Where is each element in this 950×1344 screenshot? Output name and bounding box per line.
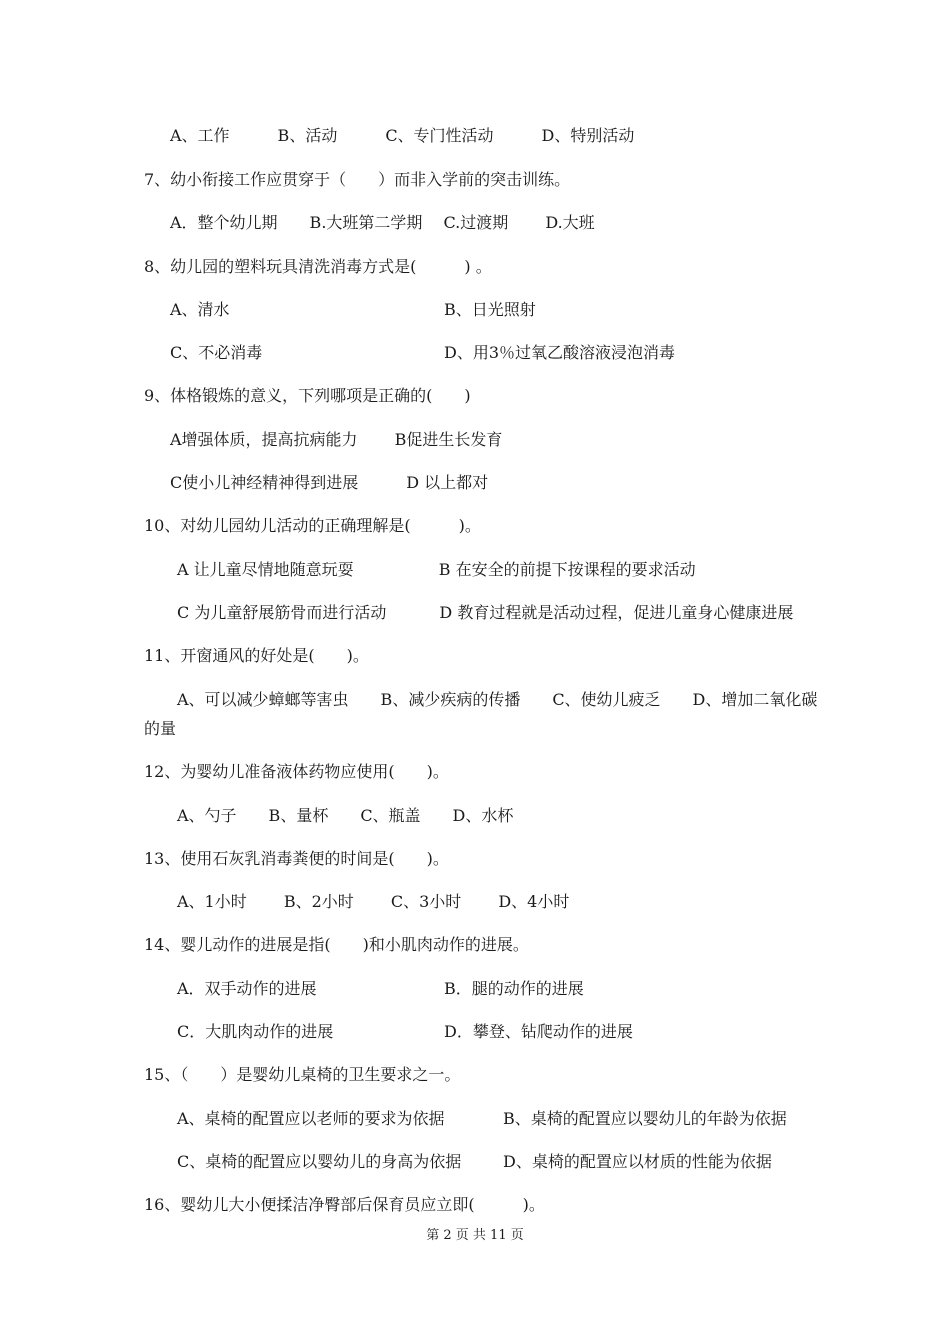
q8-option-c: C、不必消毒 [170, 343, 263, 362]
q9-question: 9、体格锻炼的意义，下列哪项是正确的( ) [144, 386, 471, 405]
q10-question: 10、对幼儿园幼儿活动的正确理解是( )。 [144, 516, 481, 535]
q16-question: 16、婴幼儿大小便揉洁净臀部后保育员应立即( )。 [144, 1195, 545, 1214]
q14-option-d: D．攀登、钻爬动作的进展 [444, 1022, 633, 1041]
q12-options: A、勺子 B、量杯 C、瓶盖 D、水杯 [177, 806, 514, 825]
q15-option-c: C、桌椅的配置应以婴幼儿的身高为依据 [177, 1152, 462, 1171]
q11-options: A、可以减少蟑螂等害虫 B、减少疾病的传播 C、使幼儿疲乏 D、增加二氧化碳 [177, 690, 818, 709]
q15-option-d: D、桌椅的配置应以材质的性能为依据 [503, 1152, 772, 1171]
q11-question: 11、开窗通风的好处是( )。 [144, 646, 369, 665]
q15-question: 15、（ ）是婴幼儿桌椅的卫生要求之一。 [144, 1065, 461, 1084]
q14-option-a: A．双手动作的进展 [177, 979, 317, 998]
q15-option-a: A、桌椅的配置应以老师的要求为依据 [177, 1109, 445, 1128]
q8-option-b: B、日光照射 [444, 300, 536, 319]
q8-question: 8、幼儿园的塑料玩具清洗消毒方式是( ) 。 [144, 257, 492, 276]
q7-question: 7、幼小衔接工作应贯穿于（ ）而非入学前的突击训练。 [144, 170, 571, 189]
q15-option-b: B、桌椅的配置应以婴幼儿的年龄为依据 [503, 1109, 787, 1128]
q9-options-cd: C使小儿神经精神得到进展 D 以上都对 [170, 473, 489, 492]
q8-option-d: D、用3％过氧乙酸溶液浸泡消毒 [444, 343, 676, 362]
q13-options: A、1小时 B、2小时 C、3小时 D、4小时 [177, 892, 570, 911]
q7-options: A．整个幼儿期 B.大班第二学期 C.过渡期 D.大班 [170, 213, 595, 232]
q14-question: 14、婴儿动作的进展是指( )和小肌肉动作的进展。 [144, 935, 529, 954]
q14-option-c: C．大肌肉动作的进展 [177, 1022, 334, 1041]
q13-question: 13、使用石灰乳消毒粪便的时间是( )。 [144, 849, 449, 868]
q10-options-cd: C 为儿童舒展筋骨而进行活动 D 教育过程就是活动过程，促进儿童身心健康进展 [177, 603, 794, 622]
q14-option-b: B．腿的动作的进展 [444, 979, 584, 998]
q12-question: 12、为婴幼儿准备液体药物应使用( )。 [144, 762, 449, 781]
q11-options-wrap: 的量 [144, 719, 177, 738]
page-footer: 第 2 页 共 11 页 [426, 1228, 524, 1243]
q6-options: A、工作 B、活动 C、专门性活动 D、特别活动 [170, 126, 635, 145]
q9-options-ab: A增强体质，提高抗病能力 B促进生长发育 [170, 430, 503, 449]
q8-option-a: A、清水 [170, 300, 230, 319]
q10-options-ab: A 让儿童尽情地随意玩耍 B 在安全的前提下按课程的要求活动 [177, 560, 696, 579]
